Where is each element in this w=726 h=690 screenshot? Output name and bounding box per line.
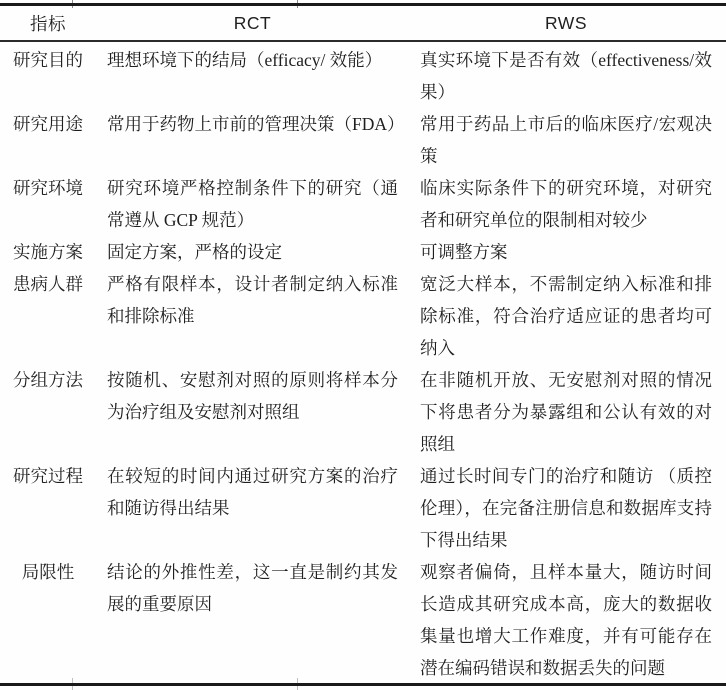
row-label: 研究环境 xyxy=(13,178,83,198)
row-label: 分组方法 xyxy=(13,370,83,390)
table-row-limitations xyxy=(0,556,726,684)
rct-cell: 在较短的时间内通过研究方案的治疗和随访得出结果 xyxy=(107,466,398,518)
table-body xyxy=(0,44,726,684)
row-label: 局限性 xyxy=(21,562,75,582)
rct-cell: 研究环境严格控制条件下的研究（通常遵从 GCP 规范） xyxy=(107,178,398,230)
table-header xyxy=(0,6,726,40)
rws-cell: 常用于药品上市后的临床医疗/宏观决策 xyxy=(420,114,712,166)
rct-cell: 固定方案，严格的设定 xyxy=(107,242,282,262)
rws-cell: 临床实际条件下的研究环境，对研究者和研究单位的限制相对较少 xyxy=(420,178,712,230)
table-bottom-rule xyxy=(0,683,726,686)
rws-cell: 通过长时间专门的治疗和随访 （质控伦理），在完备注册信息和数据库支持下得出结果 xyxy=(420,466,712,550)
rct-cell: 按随机、安慰剂对照的原则将样本分为治疗组及安慰剂对照组 xyxy=(107,370,398,422)
rws-cell: 真实环境下是否有效（effectiveness/效果） xyxy=(420,50,712,102)
row-label: 研究目的 xyxy=(13,50,83,70)
rct-cell: 常用于药物上市前的管理决策（FDA） xyxy=(107,114,405,134)
table-row-research-process xyxy=(0,460,726,556)
rct-cell: 严格有限样本，设计者制定纳入标准和排除标准 xyxy=(107,274,398,326)
rct-cell: 理想环境下的结局（efficacy/ 效能） xyxy=(107,50,383,70)
table-row-research-environment xyxy=(0,172,726,236)
rws-cell: 可调整方案 xyxy=(420,242,508,262)
rws-cell: 宽泛大样本，不需制定纳入标准和排除标准，符合治疗适应证的患者均可纳入 xyxy=(420,274,712,358)
table-row-research-purpose xyxy=(0,44,726,108)
table-row-grouping-method xyxy=(0,364,726,460)
rct-cell: 结论的外推性差，这一直是制约其发展的重要原因 xyxy=(107,562,398,614)
column-header-rws: RWS xyxy=(544,12,587,33)
column-header-rct: RCT xyxy=(233,12,272,33)
table-row-implementation-plan xyxy=(0,236,726,268)
row-label: 研究过程 xyxy=(13,466,83,486)
row-label: 研究用途 xyxy=(13,114,83,134)
header-separator-rule xyxy=(0,40,726,42)
rws-cell: 观察者偏倚，且样本量大，随访时间长造成其研究成本高，庞大的数据收集量也增大工作难度，并有可能存在潜在编码错误和数据丢失的问题 xyxy=(420,562,712,678)
row-label: 实施方案 xyxy=(13,242,83,262)
row-label: 患病人群 xyxy=(13,274,83,294)
column-header-indicator: 指标 xyxy=(30,13,66,34)
table-row-patient-population xyxy=(0,268,726,364)
rws-cell: 在非随机开放、无安慰剂对照的情况下将患者分为暴露组和公认有效的对照组 xyxy=(420,370,712,454)
table-row-research-use xyxy=(0,108,726,172)
